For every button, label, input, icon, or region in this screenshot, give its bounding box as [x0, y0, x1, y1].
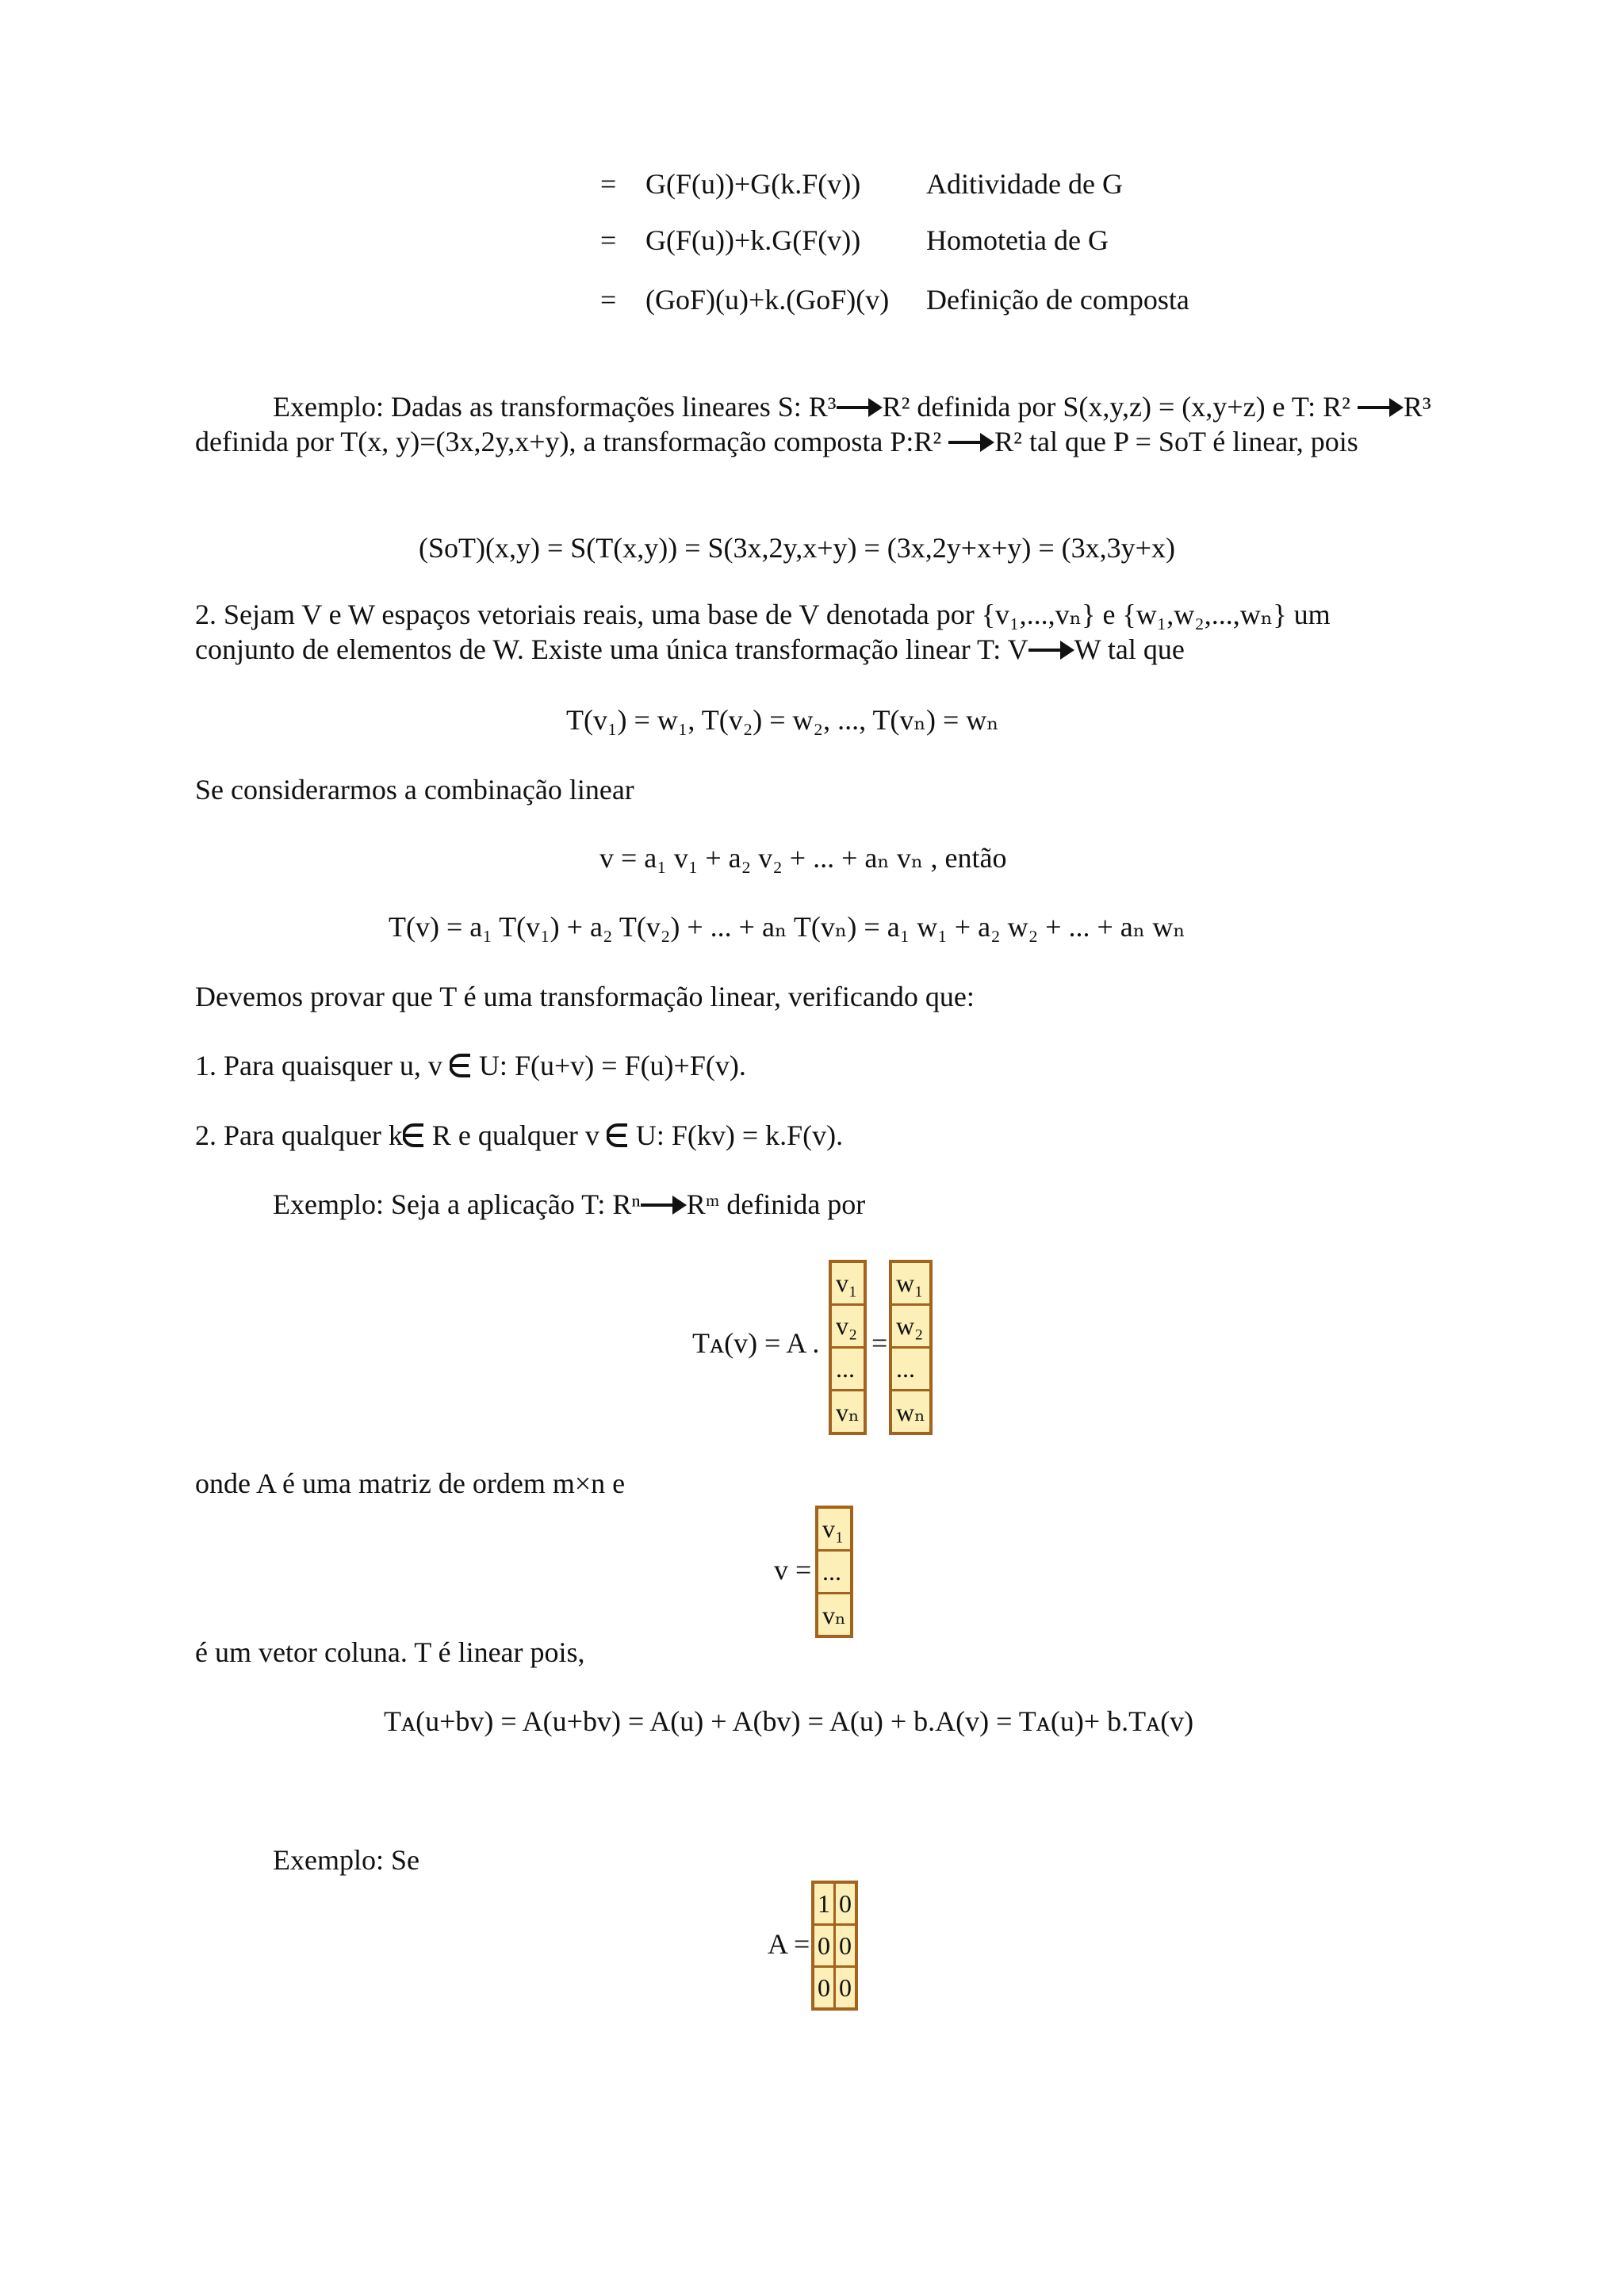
condition-2-text-c: U: F(kv) = k.F(v). [635, 1119, 844, 1151]
example2-text-2: Rᵐ definida por [686, 1188, 866, 1220]
column-vector-text: é um vetor coluna. T é linear pois, [195, 1636, 585, 1668]
matrix-cell: ... [817, 1551, 852, 1594]
a-label: A = [768, 1928, 810, 1960]
matrix-cell: vₙ [830, 1391, 865, 1434]
example3-intro: Exemplo: Se [273, 1844, 419, 1876]
matrix-cell: 0 [813, 1925, 835, 1967]
example1-text-1: Exemplo: Dadas as transformações lineares S: R³ [273, 391, 837, 423]
matrix-cell: v₂ [830, 1305, 865, 1348]
example1-text-3: R³ definida por T(x, y)=(3x,2y,x+y), a transformação composta P:R² [195, 391, 1431, 457]
matrix-cell: 1 [813, 1882, 835, 1925]
condition-1-text-a: 1. Para quaisquer u, v [195, 1050, 442, 1081]
derivation-reason-2: Homotetia de G [926, 224, 1109, 256]
matrix-cell: w₁ [891, 1261, 931, 1305]
matrix-cell: v₁ [817, 1507, 852, 1551]
item2-prove: Devemos provar que T é uma transformação linear, verificando que: [195, 981, 975, 1012]
example1-formula: (SoT)(x,y) = S(T(x,y)) = S(3x,2y,x+y) = (3x,2y+x+y) = (3x,3y+x) [419, 532, 1175, 564]
element-of-icon [450, 1053, 472, 1078]
matrix-cell: ... [830, 1348, 865, 1391]
item2-text-1: 2. Sejam V e W espaços vetoriais reais, uma base de V denotada por {v₁,...,vₙ} e {w₁,w₂,...,wₙ} um conjunto de elementos de W. Existe uma única transformação linear T: V [195, 599, 1331, 665]
v-column-matrix [829, 1260, 867, 1435]
example2-intro [273, 1190, 865, 1219]
matrix-cell: wₙ [891, 1391, 931, 1434]
example1-text-2: R² definida por S(x,y,z) = (x,y+z) e T: R² [882, 391, 1350, 423]
right-arrow-icon [1358, 396, 1404, 419]
derivation-expr-3: (GoF)(u)+k.(GoF)(v) [645, 284, 890, 316]
derivation-eq-2: = [600, 224, 617, 256]
derivation-reason-3: Definição de composta [926, 284, 1189, 316]
item2-combination: v = a₁ v₁ + a₂ v₂ + ... + aₙ vₙ , então [599, 842, 1007, 874]
v-label: v = [774, 1554, 812, 1586]
example1-paragraph [195, 389, 1432, 459]
matrix-cell: 0 [835, 1967, 857, 2010]
matrix-a [811, 1881, 858, 2011]
w-column-matrix [889, 1260, 933, 1435]
derivation-reason-1: Aditividade de G [926, 168, 1123, 200]
condition-2 [195, 1121, 843, 1150]
matrix-cell: 0 [835, 1882, 857, 1925]
ta-label: Tᴀ(v) = A . [692, 1327, 820, 1359]
derivation-expr-1: G(F(u))+G(k.F(v)) [645, 168, 861, 200]
equals-sign: = [871, 1327, 888, 1359]
derivation-eq-1: = [600, 168, 617, 200]
right-arrow-icon [837, 396, 883, 419]
condition-1-text-b: U: F(u+v) = F(u)+F(v). [478, 1050, 746, 1081]
v-vector-matrix [815, 1506, 853, 1638]
example1-text-4: R² tal que P = SoT é linear, pois [994, 426, 1358, 457]
matrix-cell: vₙ [817, 1594, 852, 1637]
matrix-cell: 0 [813, 1967, 835, 2010]
matrix-cell: v₁ [830, 1261, 865, 1305]
example2-text-1: Exemplo: Seja a aplicação T: Rⁿ [273, 1188, 641, 1220]
item2-consider: Se considerarmos a combinação linear [195, 774, 634, 806]
condition-1 [195, 1051, 746, 1080]
right-arrow-icon [948, 430, 994, 454]
matrix-order-text: onde A é uma matriz de ordem m×n e [195, 1468, 626, 1499]
right-arrow-icon [1028, 638, 1074, 662]
item2-paragraph [195, 597, 1432, 667]
matrix-cell: w₂ [891, 1305, 931, 1348]
matrix-cell: 0 [835, 1925, 857, 1967]
derivation-eq-3: = [600, 284, 617, 316]
element-of-icon [403, 1123, 425, 1148]
condition-2-text-a: 2. Para qualquer k [195, 1119, 403, 1151]
right-arrow-icon [641, 1193, 687, 1217]
linearity-formula: Tᴀ(u+bv) = A(u+bv) = A(u) + A(bv) = A(u) + b.A(v) = Tᴀ(u)+ b.Tᴀ(v) [384, 1705, 1194, 1737]
item2-tv-formula: T(v) = a₁ T(v₁) + a₂ T(v₂) + ... + aₙ T(vₙ) = a₁ w₁ + a₂ w₂ + ... + aₙ wₙ [389, 911, 1185, 943]
element-of-icon [607, 1123, 629, 1148]
matrix-cell: ... [891, 1348, 931, 1391]
item2-text-2: W tal que [1074, 633, 1185, 665]
derivation-expr-2: G(F(u))+k.G(F(v)) [645, 224, 861, 256]
condition-2-text-b: R e qualquer v [431, 1119, 599, 1151]
item2-formula: T(v₁) = w₁, T(v₂) = w₂, ..., T(vₙ) = wₙ [566, 704, 999, 736]
